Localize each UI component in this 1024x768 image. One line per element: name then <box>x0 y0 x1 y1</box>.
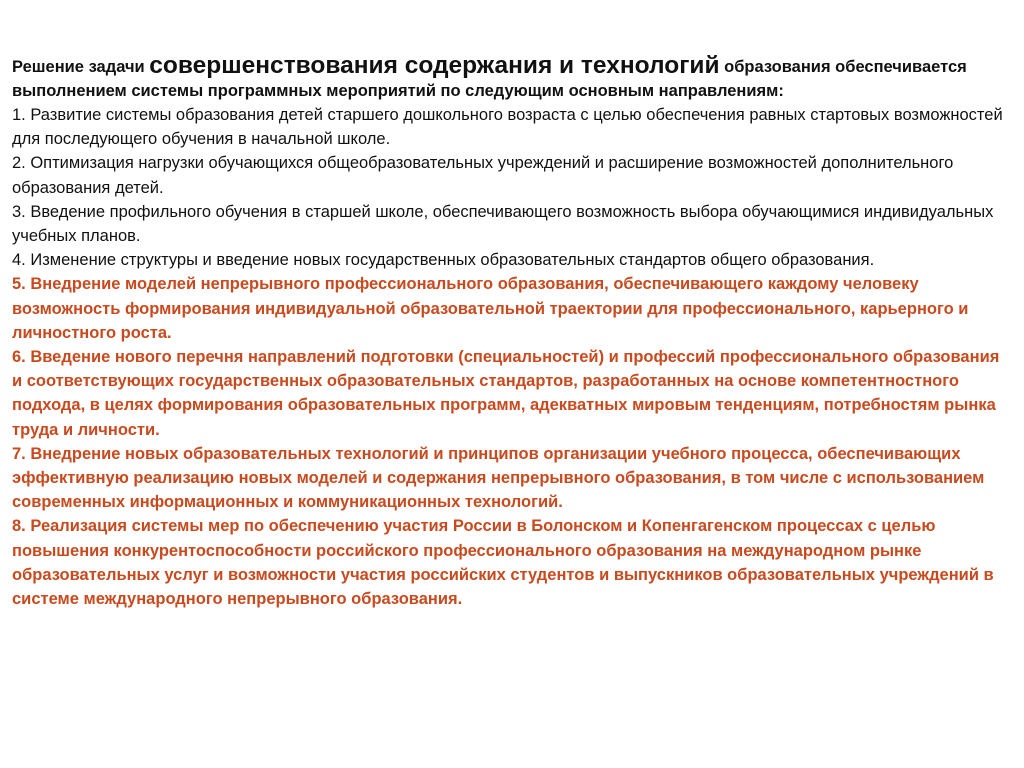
list-item-5: 5. Внедрение моделей непрерывного профессионального образования, обеспечивающего каждому человеку возможность формирования индивидуальной образовательной траектории для профессионального, карьерного и личностного роста. <box>12 275 969 342</box>
intro-paragraph <box>12 54 1012 103</box>
list-item-4: 4. Изменение структуры и введение новых государственных образовательных стандартов общего образования. <box>12 251 875 270</box>
intro-emphasis: совершенствования содержания и технологий <box>149 52 720 79</box>
list-item-6: 6. Введение нового перечня направлений подготовки (специальностей) и профессий профессионального образования и соответствующих государственных образовательных стандартов, разработанных на основе компетентностного подхода, в целях формирования образовательных программ, адекватных мировым тенденциям, потребностям рынка труда и личности. <box>12 348 1000 439</box>
list-item-7: 7. Внедрение новых образовательных технологий и принципов организации учебного процесса, обеспечивающих эффективную реализацию новых моделей и содержания непрерывного образования, в том числе с использованием современных информационных и коммуникационных технологий. <box>12 444 985 512</box>
directions-list <box>12 103 1012 611</box>
list-item-8: 8. Реализация системы мер по обеспечению участия России в Болонском и Копенгагенском процессах с целью повышения конкурентоспособности российского профессионального образования на международном рынке образовательных услуг и возможности участия российских студентов и выпускников образовательных учреждений в системе международного непрерывного образования. <box>12 517 994 609</box>
intro-part1: Решение задачи <box>12 58 145 76</box>
list-item-2: 2. Оптимизация нагрузки обучающихся общеобразовательных учреждений и расширение возможностей дополнительного образования детей. <box>12 154 954 197</box>
intro-part2: образования <box>724 58 831 76</box>
intro-part3: обеспечивается выполнением системы программных мероприятий по следующим основным направлениям: <box>12 58 967 100</box>
list-item-1: 1. Развитие системы образования детей старшего дошкольного возраста с целью обеспечения равных стартовых возможностей для последующего обучения в начальной школе. <box>12 106 1003 149</box>
list-item-3: 3. Введение профильного обучения в старшей школе, обеспечивающего возможность выбора обучающимися индивидуальных учебных планов. <box>12 202 994 246</box>
slide-content <box>12 54 1012 611</box>
